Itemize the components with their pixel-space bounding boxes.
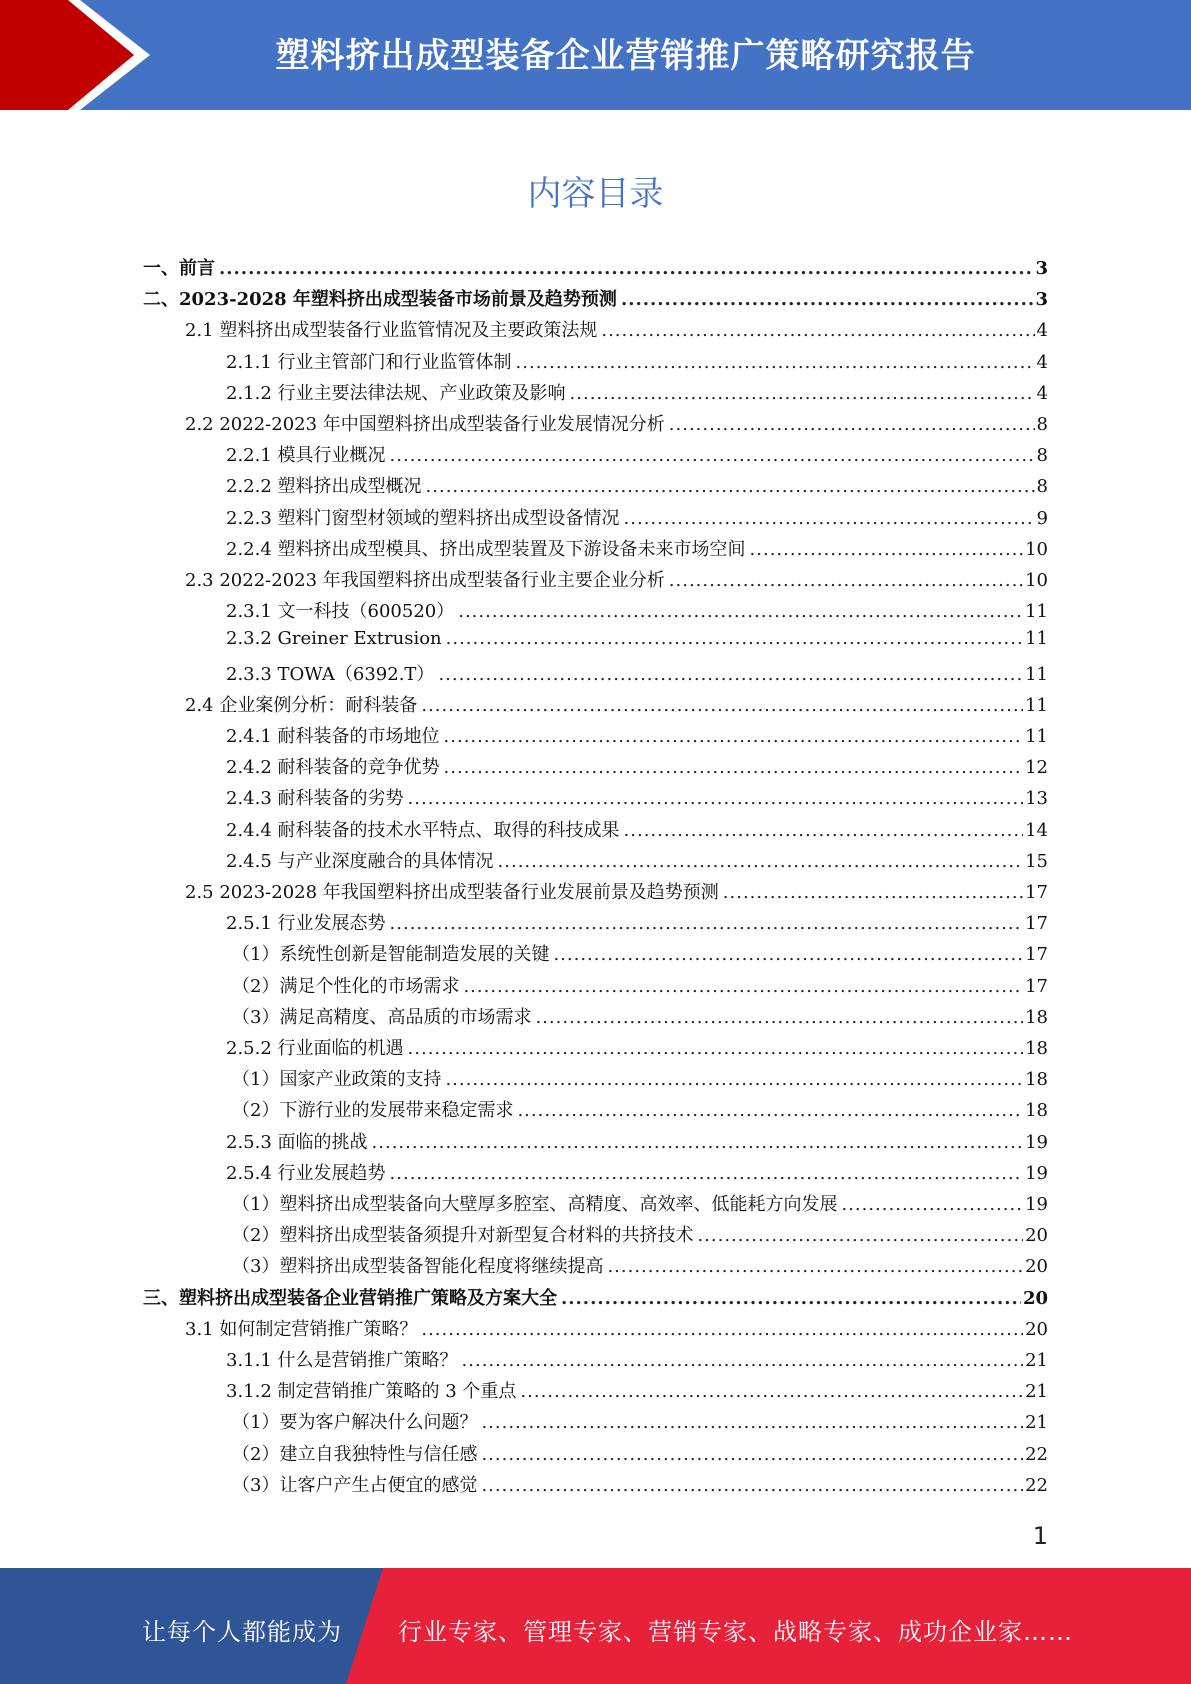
toc-entry-title: （3）满足高精度、高品质的市场需求 <box>232 1006 532 1028</box>
toc-entry[interactable] <box>185 316 1048 344</box>
toc-entry-page: 14 <box>1025 819 1048 841</box>
toc-entry-title: 2.4.1 耐科装备的市场地位 <box>226 726 440 747</box>
toc-leader-dots <box>723 882 1023 903</box>
toc-entry-page: 18 <box>1025 1038 1048 1059</box>
toc-entry[interactable] <box>232 1065 1048 1093</box>
toc-entry-title: （1）国家产业政策的支持 <box>232 1069 442 1091</box>
toc-entry[interactable] <box>232 1471 1048 1499</box>
toc-entry-title: 2.4 企业案例分析：耐科装备 <box>185 694 418 716</box>
toc-entry-title: （2）下游行业的发展带来稳定需求 <box>232 1100 514 1122</box>
toc-entry-title: 2.5.2 行业面临的机遇 <box>226 1038 404 1059</box>
toc-entry[interactable] <box>232 940 1048 968</box>
toc-entry-title: 2.3.2 Greiner Extrusion <box>226 628 442 650</box>
toc-entry-title: 2.2.2 塑料挤出成型概况 <box>226 476 422 498</box>
toc-heading: 内容目录 <box>527 174 664 214</box>
toc-entry[interactable] <box>143 254 1048 282</box>
toc-entry-page: 3 <box>1035 258 1048 279</box>
toc-entry-page: 19 <box>1025 1162 1048 1184</box>
toc-entry[interactable] <box>232 1252 1048 1280</box>
toc-entry-title: （1）系统性创新是智能制造发展的关键 <box>232 944 550 966</box>
toc-entry[interactable] <box>226 1128 1048 1156</box>
toc-leader-dots <box>421 695 1023 716</box>
toc-leader-dots <box>841 1194 1023 1215</box>
toc-leader-dots <box>481 1412 1023 1433</box>
toc-leader-dots <box>463 976 1023 997</box>
toc-entry[interactable] <box>226 847 1048 875</box>
toc-entry-title: （3）塑料挤出成型装备智能化程度将继续提高 <box>232 1256 604 1278</box>
toc-entry-title: 2.5.1 行业发展态势 <box>226 913 386 935</box>
toc-entry[interactable] <box>226 441 1048 469</box>
footer-slogan-right: 行业专家、管理专家、营销专家、战略专家、成功企业家…… <box>398 1618 1073 1646</box>
toc-entry-page: 20 <box>1022 1287 1048 1309</box>
toc-entry[interactable] <box>232 1003 1048 1031</box>
toc-entry-title: 2.2.3 塑料门窗型材领域的塑料挤出成型设备情况 <box>226 507 620 529</box>
toc-entry[interactable] <box>226 1159 1048 1187</box>
toc-entry-title: 2.4.4 耐科装备的技术水平特点、取得的科技成果 <box>226 819 620 841</box>
header-arrow-icon <box>0 0 150 110</box>
toc-entry-title: 2.5 2023-2028 年我国塑料挤出成型装备行业发展前景及趋势预测 <box>185 882 719 903</box>
toc-leader-dots <box>481 1475 1023 1496</box>
toc-leader-dots <box>561 1288 1021 1309</box>
toc-entry-page: 3 <box>1035 289 1048 311</box>
toc-entry[interactable] <box>226 379 1048 407</box>
toc-entry[interactable] <box>232 1408 1048 1436</box>
toc-leader-dots <box>390 913 1024 934</box>
toc-entry[interactable] <box>143 285 1048 313</box>
toc-entry-page: 20 <box>1025 1225 1048 1247</box>
toc-entry-page: 8 <box>1036 445 1048 467</box>
toc-entry-page: 11 <box>1025 663 1048 685</box>
toc-entry-title: 2.2.1 模具行业概况 <box>226 445 386 467</box>
toc-entry[interactable] <box>232 1221 1048 1249</box>
toc-entry-page: 9 <box>1036 507 1048 529</box>
footer-slogan-left: 让每个人都能成为 <box>142 1618 342 1646</box>
toc-entry-title: 2.4.5 与产业深度融合的具体情况 <box>226 850 494 872</box>
toc-entry-title: 2.5.4 行业发展趋势 <box>226 1162 386 1184</box>
toc-leader-dots <box>669 414 1035 435</box>
footer-band <box>0 1568 1191 1684</box>
toc-entry[interactable] <box>226 1034 1048 1062</box>
toc-leader-dots <box>553 944 1023 965</box>
toc-entry-page: 11 <box>1025 628 1048 650</box>
toc-entry-page: 20 <box>1025 1256 1048 1278</box>
toc-entry[interactable] <box>226 504 1048 532</box>
toc-entry-title: （2）建立自我独特性与信任感 <box>232 1443 478 1465</box>
toc-entry-title: （2）塑料挤出成型装备须提升对新型复合材料的共挤技术 <box>232 1225 694 1247</box>
toc-entry[interactable] <box>226 722 1048 750</box>
toc-leader-dots <box>621 289 1034 310</box>
toc-entry-page: 15 <box>1025 850 1048 872</box>
report-title: 塑料挤出成型装备企业营销推广策略研究报告 <box>275 36 976 76</box>
toc-leader-dots <box>516 352 1035 373</box>
toc-entry[interactable] <box>185 410 1048 438</box>
toc-entry[interactable] <box>185 878 1048 906</box>
toc-entry-page: 11 <box>1025 694 1048 716</box>
toc-leader-dots <box>498 851 1024 872</box>
toc-entry-title: 2.3.1 文一科技（600520） <box>226 601 455 623</box>
toc-entry-title: 2.1.1 行业主管部门和行业监管体制 <box>226 351 512 373</box>
toc-entry-page: 17 <box>1025 882 1048 903</box>
toc-entry-page: 21 <box>1025 1412 1048 1434</box>
toc-entry[interactable] <box>226 1346 1048 1374</box>
toc-entry-title: 3.1.2 制定营销推广策略的 3 个重点 <box>226 1381 517 1403</box>
toc-leader-dots <box>408 1038 1024 1059</box>
toc-entry-page: 17 <box>1025 944 1048 966</box>
toc-entry[interactable] <box>226 597 1048 625</box>
toc-leader-dots <box>408 788 1024 809</box>
toc-entry[interactable] <box>226 660 1048 688</box>
toc-entry[interactable] <box>232 972 1048 1000</box>
toc-leader-dots <box>390 445 1035 466</box>
toc-entry-page: 12 <box>1025 757 1048 779</box>
toc-entry-title: 2.5.3 面临的挑战 <box>226 1131 368 1153</box>
toc-entry-page: 10 <box>1025 538 1048 560</box>
toc-leader-dots <box>444 757 1024 778</box>
toc-entry-page: 20 <box>1025 1318 1048 1340</box>
toc-leader-dots <box>445 1069 1023 1090</box>
toc-entry-page: 22 <box>1025 1474 1048 1496</box>
toc-entry-title: 2.2 2022-2023 年中国塑料挤出成型装备行业发展情况分析 <box>185 414 665 435</box>
toc-entry-page: 17 <box>1025 975 1048 997</box>
toc-entry-title: 3.1.1 什么是营销推广策略？ <box>226 1350 458 1371</box>
toc-entry-page: 18 <box>1025 1069 1048 1091</box>
toc-entry-title: 三、塑料挤出成型装备企业营销推广策略及方案大全 <box>143 1287 557 1309</box>
toc-entry-page: 8 <box>1036 414 1048 435</box>
toc-entry-page: 11 <box>1025 726 1048 747</box>
toc-entry-title: （3）让客户产生占便宜的感觉 <box>232 1474 478 1496</box>
toc-entry[interactable] <box>226 909 1048 937</box>
toc-entry-page: 21 <box>1025 1350 1048 1371</box>
toc-entry[interactable] <box>226 472 1048 500</box>
toc-leader-dots <box>421 1319 1023 1340</box>
toc-leader-dots <box>607 1256 1023 1277</box>
toc-entry-title: 2.1.2 行业主要法律法规、产业政策及影响 <box>226 382 566 404</box>
toc-entry[interactable] <box>226 628 1048 656</box>
toc-leader-dots <box>219 258 1033 279</box>
toc-entry[interactable] <box>226 816 1048 844</box>
toc-entry-page: 13 <box>1025 788 1048 810</box>
toc-leader-dots <box>697 1225 1023 1246</box>
toc-entry-title: 2.3 2022-2023 年我国塑料挤出成型装备行业主要企业分析 <box>185 570 665 591</box>
toc-entry-title: 2.1 塑料挤出成型装备行业监管情况及主要政策法规 <box>185 320 598 342</box>
toc-entry[interactable] <box>143 1284 1048 1312</box>
toc-leader-dots <box>390 1163 1024 1184</box>
toc-entry-title: 一、前言 <box>143 258 215 279</box>
toc-entry-page: 8 <box>1036 476 1048 498</box>
toc-entry[interactable] <box>226 348 1048 376</box>
header-band <box>0 0 1191 110</box>
toc-leader-dots <box>444 726 1024 747</box>
toc-entry[interactable] <box>226 535 1048 563</box>
toc-entry-title: 2.2.4 塑料挤出成型模具、挤出成型装置及下游设备未来市场空间 <box>226 538 746 560</box>
toc-leader-dots <box>535 1007 1023 1028</box>
toc-entry[interactable] <box>226 1377 1048 1405</box>
toc-entry-page: 19 <box>1025 1131 1048 1153</box>
toc-entry[interactable] <box>226 753 1048 781</box>
toc-entry-title: 2.3.3 TOWA（6392.T） <box>226 663 435 685</box>
toc-entry[interactable] <box>185 1315 1048 1343</box>
toc-leader-dots <box>570 383 1035 404</box>
toc-entry-title: 二、2023-2028 年塑料挤出成型装备市场前景及趋势预测 <box>143 289 617 311</box>
toc-leader-dots <box>517 1100 1023 1121</box>
toc-entry-title: （1）要为客户解决什么问题？ <box>232 1412 478 1434</box>
toc-entry[interactable] <box>185 566 1048 594</box>
toc-entry-title: （1）塑料挤出成型装备向大壁厚多腔室、高精度、高效率、低能耗方向发展 <box>232 1194 838 1215</box>
toc-leader-dots <box>601 320 1034 341</box>
toc-leader-dots <box>750 539 1024 560</box>
toc-leader-dots <box>438 664 1023 685</box>
toc-entry-page: 17 <box>1025 913 1048 935</box>
toc-entry-page: 4 <box>1036 382 1048 404</box>
toc-leader-dots <box>624 508 1035 529</box>
toc-entry-page: 22 <box>1025 1443 1048 1465</box>
toc-entry[interactable] <box>232 1440 1048 1468</box>
toc-leader-dots <box>426 476 1035 497</box>
toc-entry[interactable] <box>226 784 1048 812</box>
toc-leader-dots <box>624 820 1024 841</box>
toc-entry-page: 21 <box>1025 1381 1048 1403</box>
toc-entry[interactable] <box>232 1190 1048 1218</box>
toc-entry-title: （2）满足个性化的市场需求 <box>232 975 460 997</box>
toc-entry-page: 18 <box>1025 1006 1048 1028</box>
toc-entry-page: 4 <box>1036 351 1048 373</box>
toc-leader-dots <box>372 1132 1024 1153</box>
toc-leader-dots <box>481 1444 1023 1465</box>
toc-entry[interactable] <box>232 1096 1048 1124</box>
toc-entry-page: 11 <box>1025 601 1048 623</box>
toc-leader-dots <box>458 601 1023 622</box>
toc-entry-title: 3.1 如何制定营销推广策略？ <box>185 1318 418 1340</box>
toc-entry-title: 2.4.3 耐科装备的劣势 <box>226 788 404 810</box>
toc-entry-title: 2.4.2 耐科装备的竞争优势 <box>226 757 440 779</box>
toc-leader-dots <box>446 628 1023 649</box>
toc-entry-page: 18 <box>1025 1100 1048 1122</box>
toc-leader-dots <box>669 570 1023 591</box>
toc-leader-dots <box>462 1350 1024 1371</box>
toc-entry-page: 4 <box>1036 320 1048 342</box>
toc-entry-page: 10 <box>1025 570 1048 591</box>
toc-entry-page: 19 <box>1025 1194 1048 1215</box>
toc-entry[interactable] <box>185 691 1048 719</box>
toc-leader-dots <box>520 1381 1023 1402</box>
page-number: 1 <box>1032 1522 1048 1550</box>
